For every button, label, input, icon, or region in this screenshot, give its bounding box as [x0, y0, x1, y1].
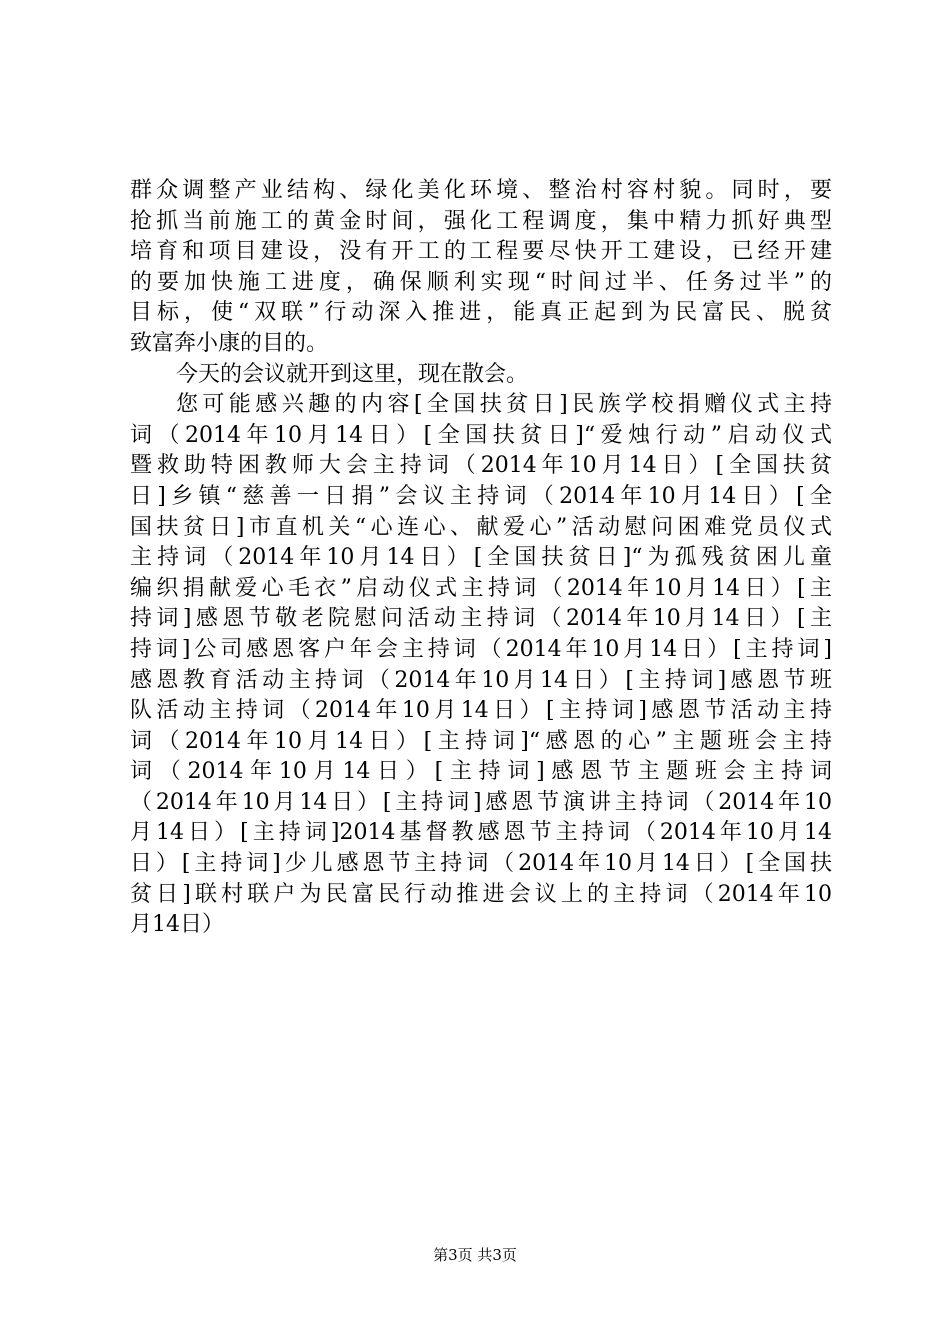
- related-content-line: 词（2014年10月14日）[全国扶贫日]“爱烛行动”启动仪式: [130, 422, 832, 448]
- related-content-line: 日）[主持词]少儿感恩节主持词（2014年10月14日）[全国扶: [130, 851, 832, 877]
- related-content-line: 持词]感恩节敬老院慰问活动主持词（2014年10月14日）[主: [130, 606, 832, 632]
- related-content-line: 队活动主持词（2014年10月14日）[主持词]感恩节活动主持: [130, 698, 832, 724]
- text-line: 的要加快施工进度，确保顺利实现“时间过半、任务过半”的: [130, 269, 832, 295]
- related-content-line: 持词]公司感恩客户年会主持词（2014年10月14日）[主持词]: [130, 636, 832, 662]
- text-line: 抢抓当前施工的黄金时间，强化工程调度，集中精力抓好典型: [130, 208, 832, 234]
- text-line: 培育和项目建设，没有开工的工程要尽快开工建设，已经开建: [130, 239, 832, 265]
- related-content-line: 您可能感兴趣的内容[全国扶贫日]民族学校捐赠仪式主持: [176, 392, 832, 418]
- related-content-line: 贫日]联村联户为民富民行动推进会议上的主持词（2014年10: [130, 881, 832, 907]
- related-content-line: 月14日）[主持词]2014基督教感恩节主持词（2014年10月14: [130, 820, 832, 846]
- text-line: 目标，使“双联”行动深入推进，能真正起到为民富民、脱贫: [130, 300, 832, 326]
- related-content-line: 词（2014年10月14日）[主持词]“感恩的心”主题班会主持: [130, 728, 832, 754]
- related-content-line: 感恩教育活动主持词（2014年10月14日）[主持词]感恩节班: [130, 667, 832, 693]
- text-line: 群众调整产业结构、绿化美化环境、整治村容村貌。同时，要: [130, 178, 832, 203]
- related-content-line: 编织捐献爱心毛衣”启动仪式主持词（2014年10月14日）[主: [130, 575, 832, 601]
- page-number: 第3页 共3页: [433, 1246, 517, 1264]
- related-content-line: 月14日）: [130, 912, 224, 938]
- related-content-line: 词（2014年10月14日）[主持词]感恩节主题班会主持词: [130, 759, 832, 785]
- related-content-line: 日]乡镇“慈善一日捐”会议主持词（2014年10月14日）[全: [130, 483, 832, 509]
- document-body: [130, 176, 832, 941]
- related-content-line: 暨救助特困教师大会主持词（2014年10月14日）[全国扶贫: [130, 453, 832, 479]
- related-content-line: （2014年10月14日）[主持词]感恩节演讲主持词（2014年10: [130, 789, 832, 815]
- text-line: 致富奔小康的目的。: [130, 330, 329, 356]
- related-content-line: 国扶贫日]市直机关“心连心、献爱心”活动慰问困难党员仪式: [130, 514, 832, 540]
- related-content-line: 主持词（2014年10月14日）[全国扶贫日]“为孤残贫困儿童: [130, 545, 832, 571]
- closing-paragraph: 今天的会议就开到这里，现在散会。: [176, 361, 529, 387]
